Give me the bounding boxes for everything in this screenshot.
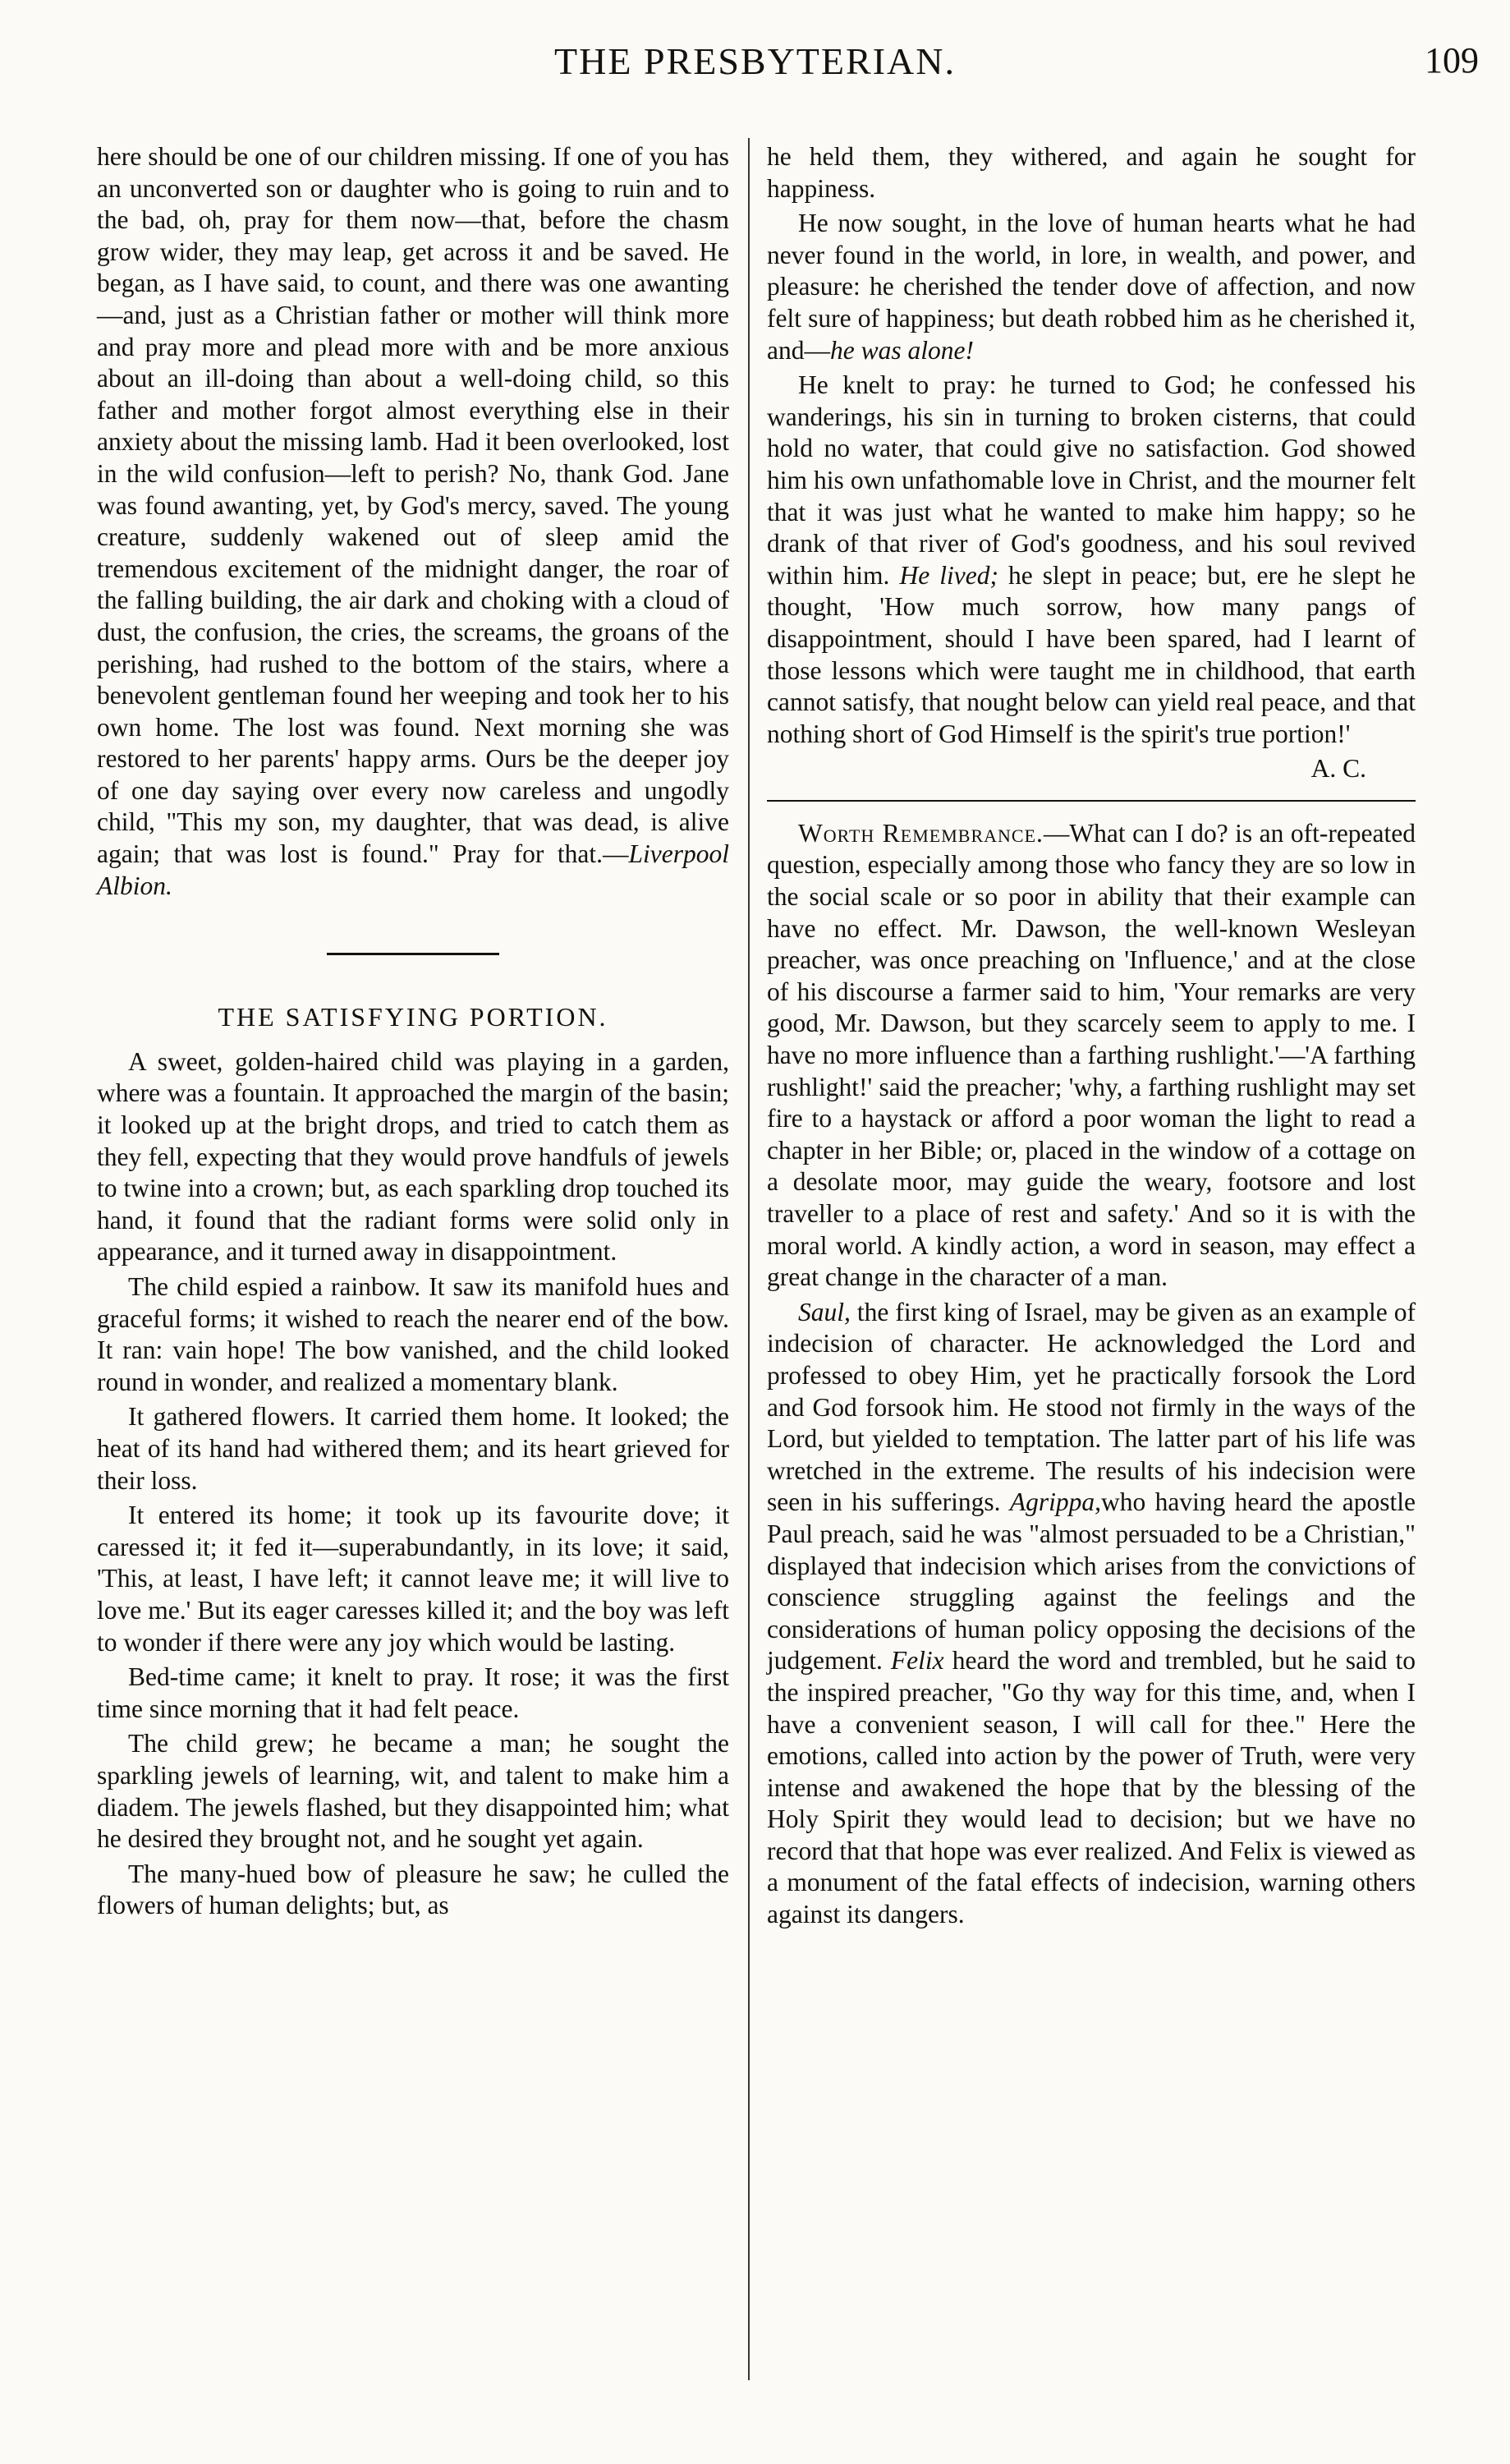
page-header <box>0 39 1510 97</box>
paragraph <box>767 370 1416 750</box>
paragraph-text: who having heard the apostle Paul preach, said he was "almost persuaded to be a Christian," displayed that indecision which arises from the convictions of conscience struggling against the feelings and the considerations of human policy opposing the decisions of the judgement. <box>767 1487 1416 1676</box>
paragraph: he held them, they withered, and again he sought for happiness. <box>767 142 1416 203</box>
section-heading-worth-remembrance: Worth Remembrance. <box>798 818 1044 848</box>
name-felix: Felix <box>890 1646 944 1676</box>
article-continuation-paragraph <box>97 141 729 902</box>
paragraph-text: He now sought, in the love of human hearts what he had never found in the world, in lore, in wealth, and power, and pleasure: he cherished the tender dove of affection, and now felt sure of happiness; but death robbed him as he cherished it, and— <box>767 209 1416 365</box>
section-separator <box>767 800 1416 802</box>
paragraph-text: —What can I do? is an oft-repeated question, especially among those who fancy they are so low in the social scale or so poor in ability that their example can have no effect. Mr. Dawson, the well-known Wesleyan preacher, was once preaching on 'Influence,' and at the close of his discourse a farmer said to him, 'Your remarks are very good, Mr. Dawson, but they scarcely seem to apply to me. I have no more influence than a farthing rushlight.'—'A farthing rushlight!' said the preacher; 'why, a farthing rushlight may set fire to a haystack or afford a poor woman the light to read a chapter in her Bible; or, placed in the window of a cottage on a desolate moor, may guide the weary, footsore and lost traveller to a place of rest and safety.' And so it is with the moral world. A kindly action, a word in season, may effect a great change in the character of a man. <box>767 818 1416 1292</box>
author-signature: A. C. <box>1310 754 1366 784</box>
paragraph: The many-hued bow of pleasure he saw; he culled the flowers of human delights; but, as <box>97 1859 729 1920</box>
signature-line <box>767 753 1416 785</box>
page-number: 109 <box>1425 40 1479 80</box>
paragraph: It gathered flowers. It carried them home. It looked; the heat of its hand had withered them; and its heart grieved for their loss. <box>97 1402 729 1495</box>
name-agrippa: Agrippa, <box>1009 1487 1102 1517</box>
section-separator <box>327 953 499 955</box>
paragraph-text: the first king of Israel, may be given as an example of indecision of character. He acknowledged the Lord and professed to obey Him, yet he practically forsook the Lord and God forsook him. He stood not firmly in the ways of the Lord, but yielded to temptation. The latter part of his life was wretched in the extreme. The results of his indecision were seen in his sufferings. <box>767 1297 1416 1517</box>
left-column <box>97 141 729 1925</box>
section-title-satisfying-portion: THE SATISFYING PORTION. <box>218 1002 608 1032</box>
paragraph-text: heard the word and trembled, but he said to the inspired preacher, "Go thy way for this time, and, when I have a convenient season, I will call for thee." Here the emotions, called into action by the power of Truth, were very intense and awakened the hope that by the blessing of the Holy Spirit they would lead to decision; but we have no record that that hope was ever realized. And Felix is viewed as a monument of the fatal effects of indecision, warning others against its dangers. <box>767 1646 1416 1929</box>
emphasis-text: He lived; <box>899 560 998 590</box>
paragraph <box>767 208 1416 366</box>
continuation-text: here should be one of our children missing. If one of you has an unconverted son or daughter who is going to ruin and to the bad, oh, pray for them now—that, before the chasm grow wider, they may leap, get across it and be saved. He began, as I have said, to count, and there was one awanting—and, just as a Christian father or mother will think more and pray more and plead more with and be more anxious about an ill-doing than about a well-doing child, so this father and mother forgot almost everything else in their anxiety about the missing lamb. Had it been overlooked, lost in the wild confusion—left to perish? No, thank God. Jane was found awanting, yet, by God's mercy, saved. The young creature, suddenly wakened out of sleep amid the tremendous excitement of the midnight danger, the roar of the falling building, the air dark and choking with a cloud of dust, the confusion, the cries, the screams, the groans of the perishing, had rushed to the bottom of the stairs, where a benevolent gentleman found her weeping and took her to his own home. The lost was found. Next morning she was restored to her parents' happy arms. Ours be the deeper joy of one day saying over every now careless and ungodly child, "This my son, my daughter, that was dead, is alive again; that was lost is found." Pray for that.— <box>97 142 729 869</box>
paragraph: A sweet, golden-haired child was playing in a garden, where was a fountain. It approached the margin of the basin; it looked up at the bright drops, and tried to catch them as they fell, expecting that they would prove handfuls of jewels to twine into a crown; but, as each sparkling drop touched its hand, it found that the radiant forms were solid only in appearance, and it turned away in disappointment. <box>97 1046 729 1266</box>
paragraph: It entered its home; it took up its favourite dove; it caressed it; it fed it—superabundantly, in its love; it said, 'This, at least, I have left; it cannot leave me; it will live to love me.' But its eager caresses killed it; and the boy was left to wonder if there were any joy which would be lasting. <box>97 1501 729 1657</box>
paragraph-text: He knelt to pray: he turned to God; he confessed his wanderings, his sin in turning to broken cisterns, that could hold no water, that could give no satisfaction. God showed him his own unfathomable love in Christ, and the mourner felt that it was just what he wanted to make him happy; so he drank of that river of God's goodness, and his soul revived within him. <box>767 370 1416 590</box>
paragraph <box>767 818 1416 1294</box>
paragraph: Bed-time came; it knelt to pray. It rose; it was the first time since morning that it had felt peace. <box>97 1662 729 1723</box>
emphasis-text: he was alone! <box>829 335 974 365</box>
running-title: THE PRESBYTERIAN. <box>554 40 956 82</box>
paragraph: The child espied a rainbow. It saw its manifold hues and graceful forms; it wished to reach the nearer end of the bow. It ran: vain hope! The bow vanished, and the child looked round in wonder, and realized a momentary blank. <box>97 1272 729 1396</box>
right-column <box>767 141 1416 1934</box>
paragraph-text: he slept in peace; but, ere he slept he thought, 'How much sorrow, how many pangs of disappointment, should I have been spared, had I learnt of those lessons which were taught me in childhood, that earth cannot satisfy, that nought below can yield real peace, and that nothing short of God Himself is the spirit's true portion!' <box>767 560 1416 748</box>
paragraph <box>767 1297 1416 1931</box>
name-saul: Saul, <box>798 1297 851 1326</box>
source-attribution: Liverpool Albion. <box>97 839 729 900</box>
paragraph: The child grew; he became a man; he sought the sparkling jewels of learning, wit, and talent to make him a diadem. The jewels flashed, but they disappointed him; what he desired they brought not, and he sought yet again. <box>97 1729 729 1854</box>
column-divider <box>748 138 750 2380</box>
